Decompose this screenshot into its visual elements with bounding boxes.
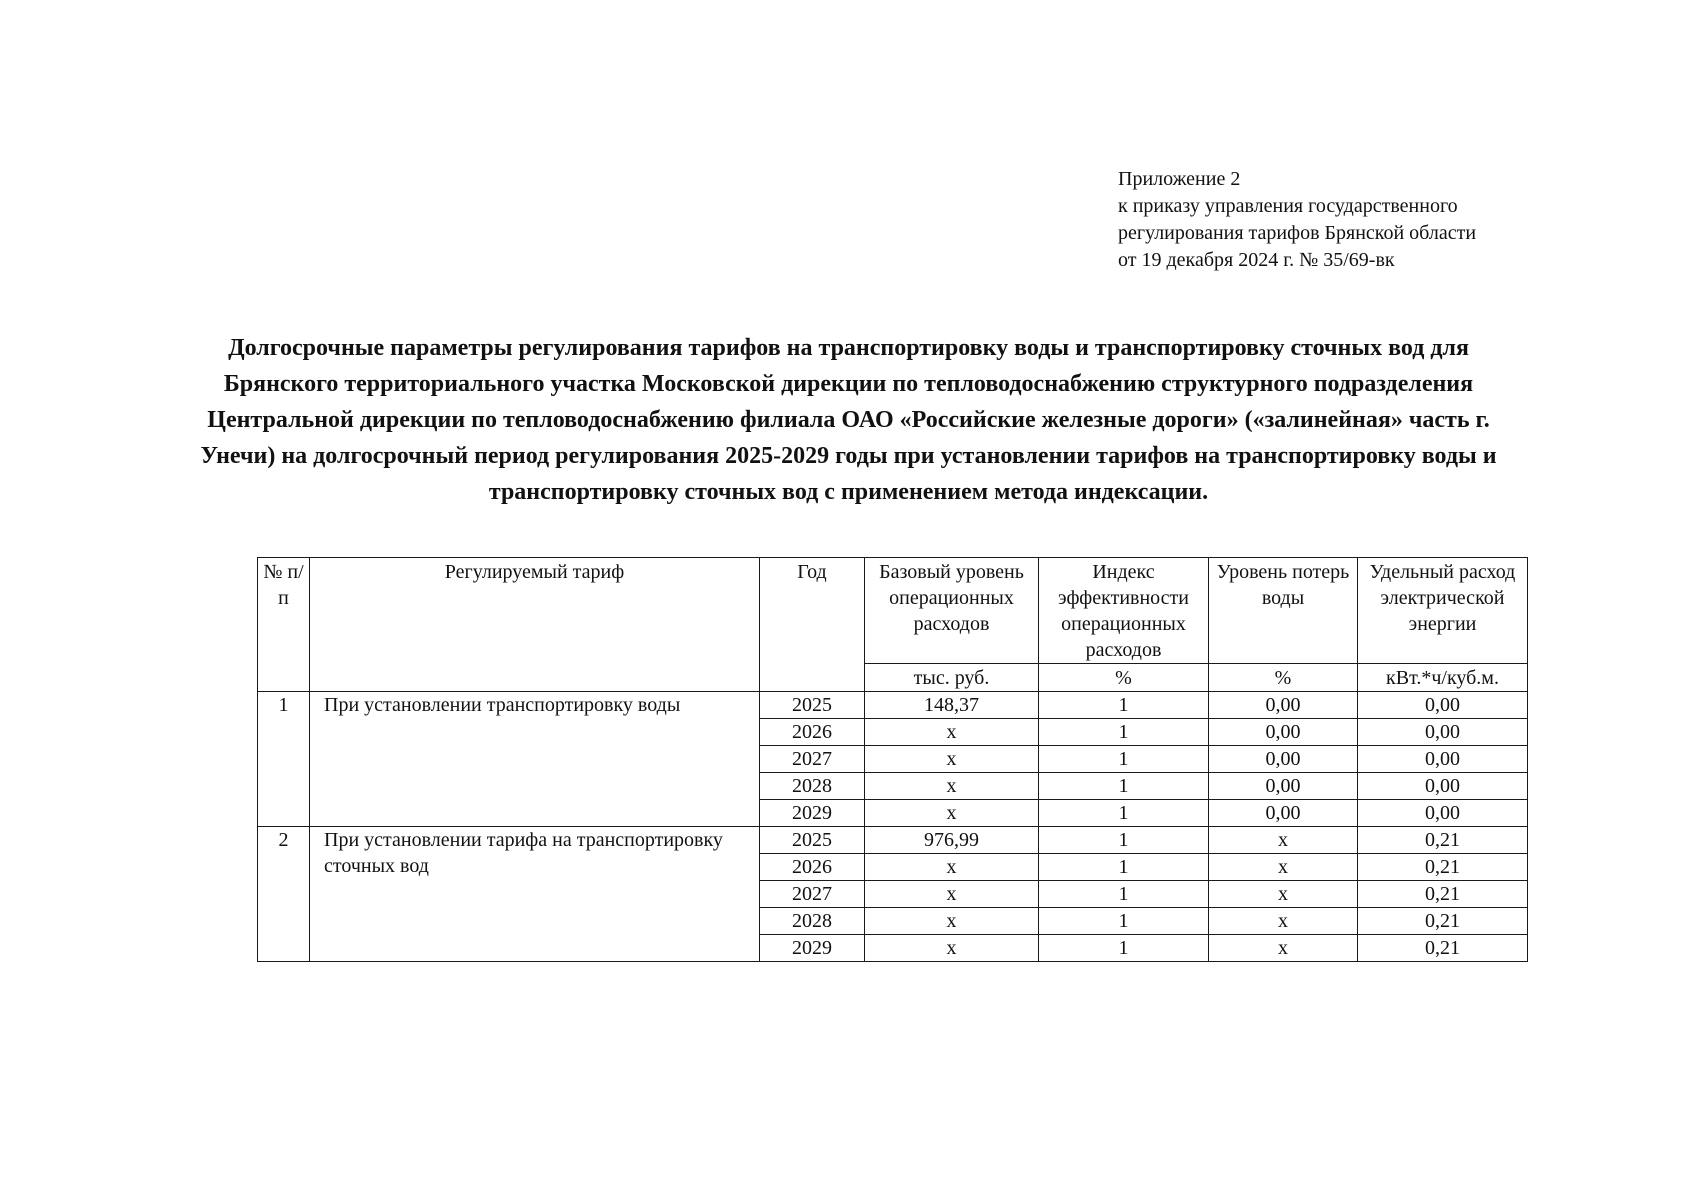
unit-energy-consumption: кВт.*ч/куб.м. — [1358, 664, 1528, 692]
cell-water-loss: 0,00 — [1209, 800, 1358, 827]
cell-year: 2027 — [760, 746, 865, 773]
tariff-name: При установлении тарифа на транспортировку сточных вод — [310, 827, 760, 962]
cell-water-loss: 0,00 — [1209, 746, 1358, 773]
appendix-line: Приложение 2 — [1118, 168, 1241, 190]
cell-efficiency-index: 1 — [1039, 935, 1209, 962]
table-row — [258, 827, 1528, 854]
cell-water-loss: 0,00 — [1209, 692, 1358, 719]
title-line: Долгосрочные параметры регулирования тарифов на транспортировку воды и транспортировку сточных вод для — [228, 335, 1469, 361]
cell-energy-consumption: 0,00 — [1358, 773, 1528, 800]
header-num: № п/п — [258, 558, 310, 692]
header-base-opex: Базовый уровень операционных расходов — [865, 558, 1039, 664]
title-line: Центральной дирекции по тепловодоснабжению филиала ОАО «Российские железные дороги» («залинейная» часть г. — [207, 407, 1490, 433]
appendix-header — [1118, 166, 1678, 274]
unit-base-opex: тыс. руб. — [865, 664, 1039, 692]
title-line: транспортировку сточных вод с применением метода индексации. — [488, 479, 1209, 505]
cell-efficiency-index: 1 — [1039, 692, 1209, 719]
cell-base-opex: x — [865, 746, 1039, 773]
cell-base-opex: x — [865, 719, 1039, 746]
cell-energy-consumption: 0,00 — [1358, 746, 1528, 773]
appendix-line: регулирования тарифов Брянской области — [1118, 222, 1477, 244]
row-number: 2 — [258, 827, 310, 962]
cell-water-loss: 0,00 — [1209, 773, 1358, 800]
cell-efficiency-index: 1 — [1039, 773, 1209, 800]
cell-energy-consumption: 0,21 — [1358, 935, 1528, 962]
cell-year: 2025 — [760, 827, 865, 854]
cell-efficiency-index: 1 — [1039, 854, 1209, 881]
cell-energy-consumption: 0,21 — [1358, 827, 1528, 854]
title-line: Брянского территориального участка Московской дирекции по тепловодоснабжению структурного подразделения — [223, 371, 1474, 397]
appendix-line: от 19 декабря 2024 г. № 35/69-вк — [1118, 249, 1395, 271]
cell-year: 2026 — [760, 719, 865, 746]
title-line: Унечи) на долгосрочный период регулирования 2025-2029 годы при установлении тарифов на транспортировку воды и — [200, 443, 1497, 469]
cell-water-loss: x — [1209, 908, 1358, 935]
table-row — [258, 692, 1528, 719]
header-year: Год — [760, 558, 865, 692]
table-header-row — [258, 558, 1528, 664]
cell-efficiency-index: 1 — [1039, 881, 1209, 908]
cell-water-loss: x — [1209, 935, 1358, 962]
cell-efficiency-index: 1 — [1039, 719, 1209, 746]
cell-energy-consumption: 0,21 — [1358, 854, 1528, 881]
cell-year: 2027 — [760, 881, 865, 908]
cell-year: 2025 — [760, 692, 865, 719]
cell-efficiency-index: 1 — [1039, 800, 1209, 827]
tariff-parameters-table — [257, 557, 1528, 962]
cell-base-opex: x — [865, 881, 1039, 908]
cell-year: 2028 — [760, 773, 865, 800]
cell-base-opex: 976,99 — [865, 827, 1039, 854]
header-water-loss: Уровень потерь воды — [1209, 558, 1358, 664]
unit-efficiency-index: % — [1039, 664, 1209, 692]
header-energy-consumption: Удельный расход электрической энергии — [1358, 558, 1528, 664]
cell-energy-consumption: 0,21 — [1358, 908, 1528, 935]
cell-year: 2029 — [760, 935, 865, 962]
cell-efficiency-index: 1 — [1039, 827, 1209, 854]
appendix-line: к приказу управления государственного — [1118, 195, 1458, 217]
header-efficiency-index: Индекс эффективности операционных расходов — [1039, 558, 1209, 664]
cell-base-opex: x — [865, 854, 1039, 881]
cell-year: 2029 — [760, 800, 865, 827]
unit-water-loss: % — [1209, 664, 1358, 692]
cell-year: 2026 — [760, 854, 865, 881]
cell-water-loss: 0,00 — [1209, 719, 1358, 746]
cell-water-loss: x — [1209, 881, 1358, 908]
cell-energy-consumption: 0,00 — [1358, 719, 1528, 746]
cell-efficiency-index: 1 — [1039, 746, 1209, 773]
cell-year: 2028 — [760, 908, 865, 935]
cell-base-opex: x — [865, 935, 1039, 962]
cell-efficiency-index: 1 — [1039, 908, 1209, 935]
cell-base-opex: x — [865, 800, 1039, 827]
row-number: 1 — [258, 692, 310, 827]
cell-energy-consumption: 0,21 — [1358, 881, 1528, 908]
cell-energy-consumption: 0,00 — [1358, 692, 1528, 719]
document-title — [150, 330, 1547, 510]
cell-base-opex: x — [865, 773, 1039, 800]
cell-base-opex: 148,37 — [865, 692, 1039, 719]
header-tariff: Регулируемый тариф — [310, 558, 760, 692]
cell-water-loss: x — [1209, 854, 1358, 881]
cell-water-loss: x — [1209, 827, 1358, 854]
cell-energy-consumption: 0,00 — [1358, 800, 1528, 827]
cell-base-opex: x — [865, 908, 1039, 935]
tariff-name: При установлении транспортировку воды — [310, 692, 760, 827]
